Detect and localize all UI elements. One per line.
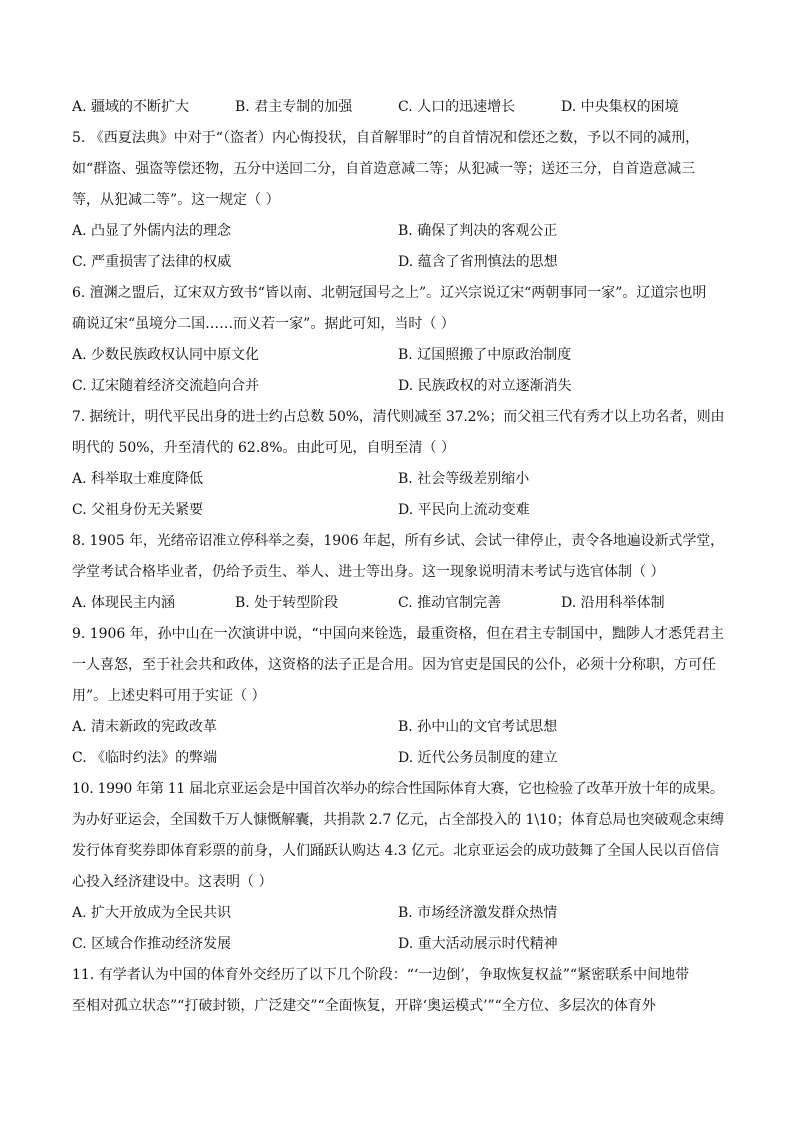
option-a: A. 凸显了外儒内法的理念 bbox=[72, 223, 232, 239]
option-d: D. 沿用科举体制 bbox=[561, 595, 665, 611]
question-stem-line: 用”。上述史料可用于实证（ ） bbox=[72, 688, 266, 704]
option-a: A. 科举取士难度降低 bbox=[72, 471, 204, 487]
option-c: C. 区域合作推动经济发展 bbox=[72, 936, 232, 952]
question-5 bbox=[72, 123, 724, 278]
question-stem-line: 为办好亚运会，全国数千万人慷慨解囊，共捐款 2.7 亿元，占全部投入的 1\10；体育总局也突破观念束缚 bbox=[72, 812, 725, 828]
question-stem-line: 确说辽宋“虽境分二国……而义若一家”。据此可知，当时（ ） bbox=[72, 316, 455, 332]
question-stem-line: 5. 《西夏法典》中对于“（盗者）内心悔投状，自首解罪时”的自首情况和偿还之数，予以不同的减刑， bbox=[72, 130, 700, 146]
option-a: A. 少数民族政权认同中原文化 bbox=[72, 347, 260, 363]
option-d: D. 中央集权的困境 bbox=[561, 99, 679, 115]
question-stem-line: 发行体育奖券即体育彩票的前身，人们踊跃认购达 4.3 亿元。北京亚运会的成功鼓舞了全国人民以百倍信 bbox=[72, 843, 720, 859]
question-stem-line: 明代的 50%，升至清代的 62.8%。由此可见，自明至清（ ） bbox=[72, 440, 455, 456]
option-a: A. 疆域的不断扩大 bbox=[72, 99, 190, 115]
option-a: A. 体现民主内涵 bbox=[72, 595, 176, 611]
option-d: D. 民族政权的对立逐渐消失 bbox=[398, 378, 572, 394]
option-d: D. 蕴含了省刑慎法的思想 bbox=[398, 254, 558, 270]
options-row bbox=[72, 371, 724, 402]
question-8 bbox=[72, 526, 724, 619]
question-6 bbox=[72, 278, 724, 402]
options-row bbox=[72, 588, 724, 619]
option-c: C. 《临时约法》的弊端 bbox=[72, 750, 218, 766]
options-row bbox=[72, 743, 724, 774]
question-stem-line: 10. 1990 年第 11 届北京亚运会是中国首次举办的综合性国际体育大赛，它也检验了改革开放十年的成果。 bbox=[72, 781, 724, 797]
q4-options bbox=[72, 92, 724, 123]
question-stem-line: 至相对孤立状态”“打破封锁，广泛建交”“全面恢复，开辟‘奥运模式’”“全方位、多层次的体育外 bbox=[72, 998, 656, 1014]
option-c: C. 人口的迅速增长 bbox=[398, 99, 516, 115]
question-stem-line: 如“群盗、强盗等偿还物，五分中送回二分，自首造意减二等；从犯减一等；送还三分，自首造意减三 bbox=[72, 161, 696, 177]
question-stem-line: 心投入经济建设中。这表明（ ） bbox=[72, 874, 273, 890]
option-c: C. 辽宋随着经济交流趋向合并 bbox=[72, 378, 260, 394]
question-10 bbox=[72, 774, 724, 960]
option-b: B. 社会等级差别缩小 bbox=[398, 471, 530, 487]
option-d: D. 平民向上流动变难 bbox=[398, 502, 530, 518]
options-row bbox=[72, 340, 724, 371]
options-row bbox=[72, 247, 724, 278]
option-b: B. 市场经济激发群众热情 bbox=[398, 905, 558, 921]
option-c: C. 推动官制完善 bbox=[398, 595, 502, 611]
question-11 bbox=[72, 960, 724, 1022]
question-stem-line: 8. 1905 年，光绪帝诏准立停科举之奏，1906 年起，所有乡试、会试一律停止，责令各地遍设新式学堂， bbox=[72, 533, 724, 549]
option-b: B. 君主专制的加强 bbox=[235, 99, 353, 115]
question-stem-line: 一人喜怒，至于社会共和政体，这资格的法子正是合用。因为官吏是国民的公仆，必须十分称职，方可任 bbox=[72, 657, 716, 673]
question-stem-line: 6. 澶渊之盟后，辽宋双方致书“皆以南、北朝冠国号之上”。辽兴宗说辽宋“两朝事同一家”。辽道宗也明 bbox=[72, 285, 707, 301]
options-row bbox=[72, 898, 724, 929]
option-b: B. 确保了判决的客观公正 bbox=[398, 223, 558, 239]
option-b: B. 处于转型阶段 bbox=[235, 595, 339, 611]
option-b: B. 孙中山的文官考试思想 bbox=[398, 719, 558, 735]
question-stem-line: 11. 有学者认为中国的体育外交经历了以下几个阶段：“‘一边倒’，争取恢复权益”“紧密联系中间地带 bbox=[72, 967, 690, 983]
exam-page bbox=[72, 92, 724, 1022]
question-stem-line: 学堂考试合格毕业者，仍给予贡生、举人、进士等出身。这一现象说明清末考试与选官体制（ ） bbox=[72, 564, 665, 580]
options-row bbox=[72, 464, 724, 495]
question-7 bbox=[72, 402, 724, 526]
option-b: B. 辽国照搬了中原政治制度 bbox=[398, 347, 572, 363]
question-9 bbox=[72, 619, 724, 774]
option-a: A. 扩大开放成为全民共识 bbox=[72, 905, 232, 921]
question-stem-line: 7. 据统计，明代平民出身的进士约占总数 50%，清代则减至 37.2%；而父祖三代有秀才以上功名者，则由 bbox=[72, 409, 725, 425]
options-row bbox=[72, 929, 724, 960]
question-stem-line: 等，从犯减二等”。这一规定（ ） bbox=[72, 192, 280, 208]
option-c: C. 父祖身份无关紧要 bbox=[72, 502, 204, 518]
option-d: D. 重大活动展示时代精神 bbox=[398, 936, 558, 952]
question-stem-line: 9. 1906 年，孙中山在一次演讲中说，“中国向来铨选，最重资格，但在君主专制国中，黜陟人才悉凭君主 bbox=[72, 626, 725, 642]
option-c: C. 严重损害了法律的权威 bbox=[72, 254, 232, 270]
option-a: A. 清末新政的宪政改革 bbox=[72, 719, 218, 735]
option-d: D. 近代公务员制度的建立 bbox=[398, 750, 558, 766]
options-row bbox=[72, 495, 724, 526]
options-row bbox=[72, 712, 724, 743]
options-row bbox=[72, 216, 724, 247]
